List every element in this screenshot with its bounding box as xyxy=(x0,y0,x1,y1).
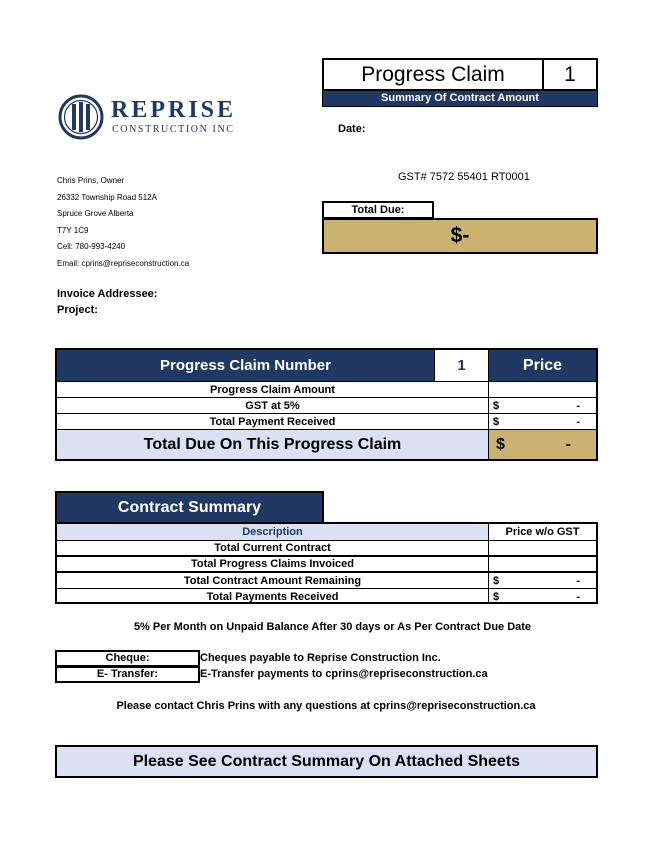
contact-line: Email: cprins@repriseconstruction.ca xyxy=(57,258,190,268)
row-value: - xyxy=(576,399,580,412)
contact-line: T7Y 1C9 xyxy=(57,225,89,235)
title-box xyxy=(322,58,598,91)
contract-summary-table xyxy=(55,522,598,604)
table-row xyxy=(57,414,596,430)
logo-emblem-icon xyxy=(58,94,104,140)
cheque-text: Cheques payable to Reprise Construction Inc. xyxy=(200,652,441,664)
doc-title: Progress Claim xyxy=(324,60,544,89)
row-currency: $ xyxy=(493,574,500,587)
subtitle-bar: Summary Of Contract Amount xyxy=(322,90,598,107)
row-currency: $ xyxy=(493,399,500,412)
claim-number: 1 xyxy=(564,62,576,86)
contact-note: Please contact Chris Prins with any questions at cprins@repriseconstruction.ca xyxy=(116,700,536,712)
summary-table-header xyxy=(57,524,596,541)
total-due-value: $- xyxy=(322,218,598,254)
table-row xyxy=(57,398,596,414)
table-row xyxy=(57,557,596,573)
row-value: - xyxy=(576,590,580,603)
row-value xyxy=(509,557,596,571)
gst-number: GST# 7572 55401 RT0001 xyxy=(398,171,530,183)
footer-banner: Please See Contract Summary On Attached Sheets xyxy=(55,745,598,778)
table-row xyxy=(57,382,596,398)
row-value: - xyxy=(576,415,580,428)
description-header: Description xyxy=(57,524,489,540)
date-label: Date: xyxy=(338,123,366,135)
progress-claim-table xyxy=(55,348,598,461)
contact-block xyxy=(57,173,189,273)
invoice-addressee-label: Invoice Addressee: xyxy=(57,288,158,300)
total-due-label: Total Due: xyxy=(322,201,434,219)
row-currency xyxy=(489,382,509,397)
row-value xyxy=(509,541,596,555)
total-due-claim-label: Total Due On This Progress Claim xyxy=(57,430,489,459)
row-currency xyxy=(489,541,509,555)
table-row xyxy=(57,573,596,589)
contact-line: 26332 Township Road 512A xyxy=(57,192,157,202)
contract-summary-title: Contract Summary xyxy=(55,491,324,524)
row-currency xyxy=(489,557,509,571)
logo-name: REPRISE xyxy=(111,97,237,123)
progress-table-header xyxy=(57,350,596,382)
row-label: Total Progress Claims Invoiced xyxy=(57,557,489,571)
row-label: Total Payment Received xyxy=(57,414,489,429)
project-label: Project: xyxy=(57,304,98,316)
total-due-row xyxy=(57,430,596,459)
total-due-claim-currency: $ xyxy=(489,430,549,459)
payment-terms: 5% Per Month on Unpaid Balance After 30 days or As Per Contract Due Date xyxy=(133,621,532,633)
row-label: GST at 5% xyxy=(57,398,489,413)
price-wo-gst-header: Price w/o GST xyxy=(489,524,596,540)
row-currency: $ xyxy=(493,415,500,428)
contact-line: Chris Prins, Owner xyxy=(57,176,125,185)
table-row xyxy=(57,541,596,557)
row-value: - xyxy=(576,574,580,587)
row-label: Total Payments Received xyxy=(57,589,489,604)
price-header: Price xyxy=(522,356,563,374)
contact-line: Spruce Grove Alberta xyxy=(57,209,134,219)
table-row xyxy=(57,589,596,604)
row-label: Progress Claim Amount xyxy=(57,382,489,397)
total-due-claim-value: - xyxy=(549,430,596,459)
logo-tagline: CONSTRUCTION INC xyxy=(112,124,235,135)
cheque-label: Cheque: xyxy=(55,650,200,667)
company-logo xyxy=(58,94,237,140)
etransfer-label: E- Transfer: xyxy=(55,666,200,683)
progress-claim-number-value: 1 xyxy=(434,350,489,381)
row-label: Total Contract Amount Remaining xyxy=(57,573,489,588)
etransfer-text: E-Transfer payments to cprins@repriseconstruction.ca xyxy=(200,668,488,680)
progress-claim-number-label: Progress Claim Number xyxy=(160,357,331,374)
row-currency: $ xyxy=(493,590,500,603)
contact-line: Cell: 780-993-4240 xyxy=(57,242,126,252)
row-value xyxy=(509,382,596,397)
row-label: Total Current Contract xyxy=(57,541,489,555)
